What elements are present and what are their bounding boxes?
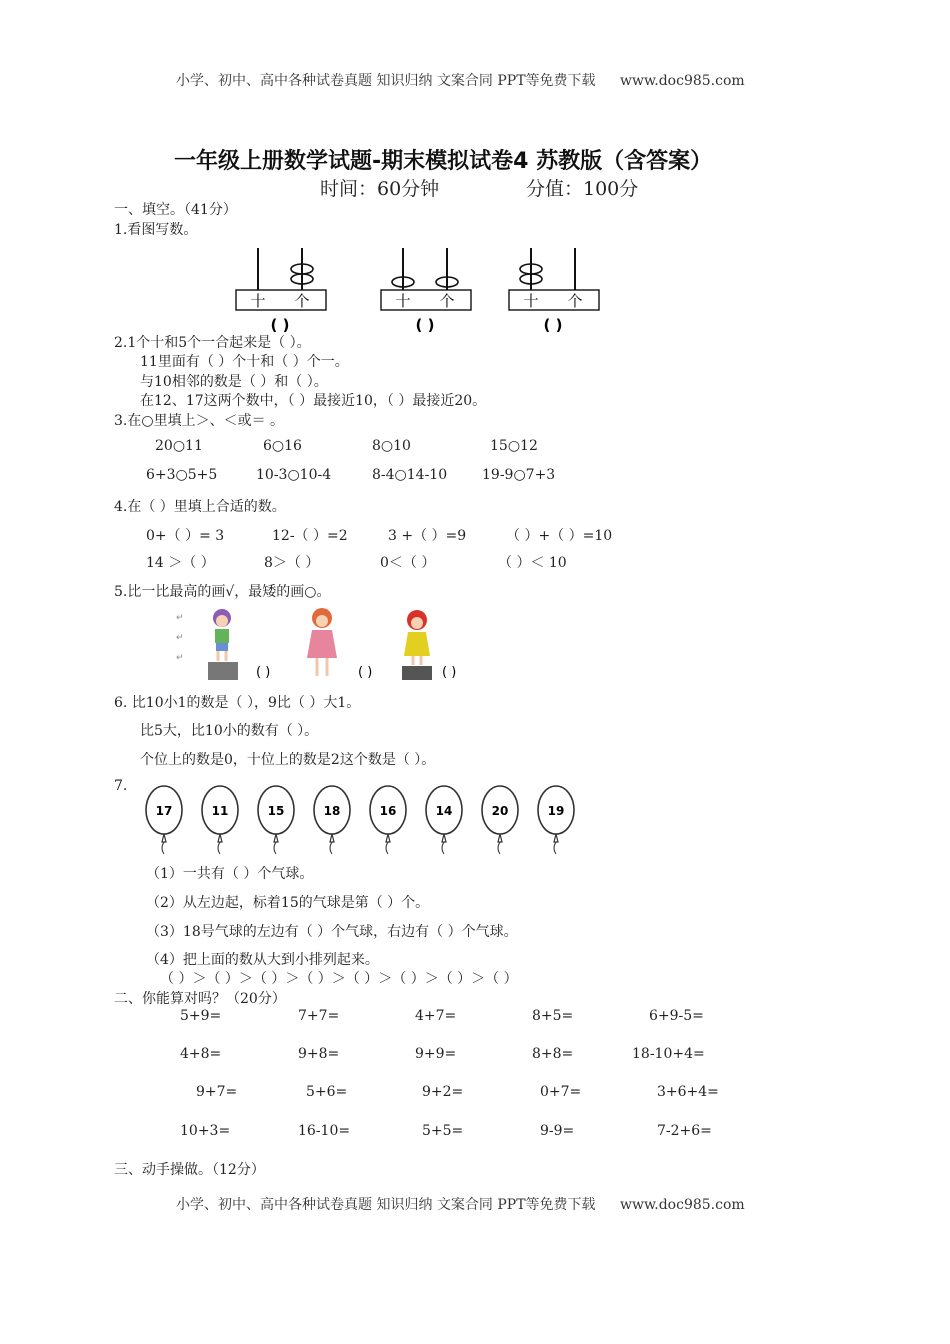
balloon-icon xyxy=(202,786,238,854)
dress xyxy=(404,632,430,656)
balloon-icon xyxy=(538,786,574,854)
q2-line1: 2.1个十和5个一合起来是（ ）。 xyxy=(114,335,311,351)
bottom-banner xyxy=(176,1194,745,1214)
balloon-number: 11 xyxy=(211,804,229,818)
q2-line4: 在12、17这两个数中，（ ）最接近10，（ ）最接近20。 xyxy=(140,393,487,409)
fill-item[interactable]: 14 ＞（ ） xyxy=(146,555,215,571)
shirt xyxy=(215,629,229,643)
q6-line1: 6. 比10小1的数是（ ），9比（ ）大1。 xyxy=(114,695,361,711)
calc-item[interactable]: 4+7= xyxy=(415,1008,457,1024)
calc-item[interactable]: 5+5= xyxy=(422,1123,464,1139)
section1-heading: 一、填空。（41分） xyxy=(114,202,237,218)
abacus-2 xyxy=(377,244,477,338)
q6-line2: 比5大，比10小的数有（ ）。 xyxy=(140,723,319,739)
mark-icon: ↵ xyxy=(176,653,184,663)
compare-item[interactable]: 6+3○5+5 xyxy=(146,467,218,483)
calc-item[interactable]: 9+8= xyxy=(298,1046,340,1062)
compare-item[interactable]: 8○10 xyxy=(372,438,411,454)
ones-label: 个 xyxy=(567,292,583,310)
compare-item[interactable]: 15○12 xyxy=(490,438,538,454)
box xyxy=(402,666,432,680)
banner-text: 小学、初中、高中各种试卷真题 知识归纳 文案合同 PPT等免费下载 xyxy=(176,1197,596,1213)
face xyxy=(316,615,328,627)
balloon-row xyxy=(140,780,584,856)
shorts xyxy=(216,643,228,651)
balloon-number: 14 xyxy=(435,804,453,818)
calc-item[interactable]: 4+8= xyxy=(180,1046,222,1062)
answer-blank[interactable]: ( ) xyxy=(442,665,457,680)
calc-item[interactable]: 18-10+4= xyxy=(632,1046,705,1062)
calc-item[interactable]: 3+6+4= xyxy=(657,1084,719,1100)
q4-text: 4.在（ ）里填上合适的数。 xyxy=(114,499,286,515)
compare-item[interactable]: 19-9○7+3 xyxy=(482,467,556,483)
calc-item[interactable]: 10+3= xyxy=(180,1123,231,1139)
ones-label: 个 xyxy=(294,292,310,310)
box xyxy=(208,662,238,680)
tens-label: 十 xyxy=(250,292,266,310)
calc-item[interactable]: 6+9-5= xyxy=(649,1008,704,1024)
compare-item[interactable]: 10-3○10-4 xyxy=(256,467,332,483)
banner-text: 小学、初中、高中各种试卷真题 知识归纳 文案合同 PPT等免费下载 xyxy=(176,73,596,89)
q5-text: 5.比一比最高的画√，最矮的画○。 xyxy=(114,584,331,600)
exam-score: 分值：100分 xyxy=(526,178,639,200)
section2-heading: 二、你能算对吗？（20分） xyxy=(114,991,286,1007)
balloon-icon xyxy=(146,786,182,854)
q7-label: 7. xyxy=(114,778,128,794)
compare-item[interactable]: 20○11 xyxy=(155,438,203,454)
calc-item[interactable]: 0+7= xyxy=(540,1084,582,1100)
calc-item[interactable]: 8+5= xyxy=(532,1008,574,1024)
face xyxy=(411,617,423,629)
q7-part4: （4）把上面的数从大到小排列起来。 xyxy=(146,952,379,968)
calc-item[interactable]: 16-10= xyxy=(298,1123,351,1139)
fill-item[interactable]: 3 +（ ）=9 xyxy=(388,528,467,544)
top-banner xyxy=(176,70,745,90)
q2-line3: 与10相邻的数是（ ）和（ ）。 xyxy=(140,374,328,390)
balloon-number: 20 xyxy=(491,804,509,818)
banner-url[interactable]: www.doc985.com xyxy=(619,1197,745,1213)
answer-blank[interactable]: ( ) xyxy=(358,665,373,680)
calc-item[interactable]: 9-9= xyxy=(540,1123,575,1139)
fill-item[interactable]: （ ）+（ ）=10 xyxy=(506,528,613,544)
ones-label: 个 xyxy=(439,292,455,310)
calc-item[interactable]: 9+2= xyxy=(422,1084,464,1100)
answer-blank[interactable]: ( ) xyxy=(256,665,271,680)
calc-item[interactable]: 5+6= xyxy=(306,1084,348,1100)
balloon-number: 16 xyxy=(379,804,397,818)
calc-item[interactable]: 9+7= xyxy=(196,1084,238,1100)
abacus-1 xyxy=(232,244,332,338)
tens-label: 十 xyxy=(523,292,539,310)
answer-blank[interactable]: ( ) xyxy=(415,316,435,334)
mark-icon: ↵ xyxy=(176,633,184,643)
balloon-number: 19 xyxy=(547,804,565,818)
dress xyxy=(307,630,337,658)
fill-item[interactable]: （ ）＜ 10 xyxy=(498,555,567,571)
calc-item[interactable]: 7+7= xyxy=(298,1008,340,1024)
q7-order-blanks[interactable]: （ ）＞（ ）＞（ ）＞（ ）＞（ ）＞（ ）＞（ ）＞（ ） xyxy=(160,971,518,987)
abacus-3 xyxy=(505,244,605,338)
balloon-number: 17 xyxy=(155,804,173,818)
q7-part2: （2）从左边起，标着15的气球是第（ ）个。 xyxy=(146,895,430,911)
calc-item[interactable]: 7-2+6= xyxy=(657,1123,712,1139)
balloon-number: 18 xyxy=(323,804,341,818)
exam-time: 时间：60分钟 xyxy=(320,178,440,200)
mark-icon: ↵ xyxy=(176,613,184,623)
section3-heading: 三、动手操做。（12分） xyxy=(114,1162,265,1178)
banner-url[interactable]: www.doc985.com xyxy=(619,73,745,89)
calc-item[interactable]: 9+9= xyxy=(415,1046,457,1062)
balloon-number: 15 xyxy=(267,804,285,818)
q7-part1: （1）一共有（ ）个气球。 xyxy=(146,866,314,882)
fill-item[interactable]: 0+（ ）= 3 xyxy=(146,528,225,544)
compare-item[interactable]: 6○16 xyxy=(263,438,302,454)
girl-standing-icon xyxy=(307,608,337,676)
balloon-icon xyxy=(314,786,350,854)
fill-item[interactable]: 12-（ ）=2 xyxy=(272,528,348,544)
girl-on-box-icon xyxy=(402,610,432,680)
fill-item[interactable]: 8＞（ ） xyxy=(264,555,320,571)
fill-item[interactable]: 0＜（ ） xyxy=(380,555,436,571)
face xyxy=(216,615,228,627)
calc-item[interactable]: 8+8= xyxy=(532,1046,574,1062)
calc-item[interactable]: 5+9= xyxy=(180,1008,222,1024)
q2-line2: 11里面有（ ）个十和（ ）个一。 xyxy=(140,354,349,370)
balloon-icon xyxy=(482,786,518,854)
q6-line3: 个位上的数是0，十位上的数是2这个数是（ ）。 xyxy=(140,752,436,768)
q7-part3: （3）18号气球的左边有（ ）个气球，右边有（ ）个气球。 xyxy=(146,924,518,940)
q3-text: 3.在○里填上＞、＜或＝ 。 xyxy=(114,413,285,429)
answer-blank[interactable]: ( ) xyxy=(543,316,563,334)
balloon-icon xyxy=(258,786,294,854)
page-title: 一年级上册数学试题-期末模拟试卷4 苏教版（含答案） xyxy=(174,149,713,174)
answer-blank[interactable]: ( ) xyxy=(270,316,290,334)
balloon-icon xyxy=(370,786,406,854)
q1-text: 1.看图写数。 xyxy=(114,222,198,238)
girl-on-box-icon xyxy=(208,609,238,680)
tens-label: 十 xyxy=(395,292,411,310)
compare-item[interactable]: 8-4○14-10 xyxy=(372,467,448,483)
height-compare-figure xyxy=(172,604,502,688)
balloon-icon xyxy=(426,786,462,854)
